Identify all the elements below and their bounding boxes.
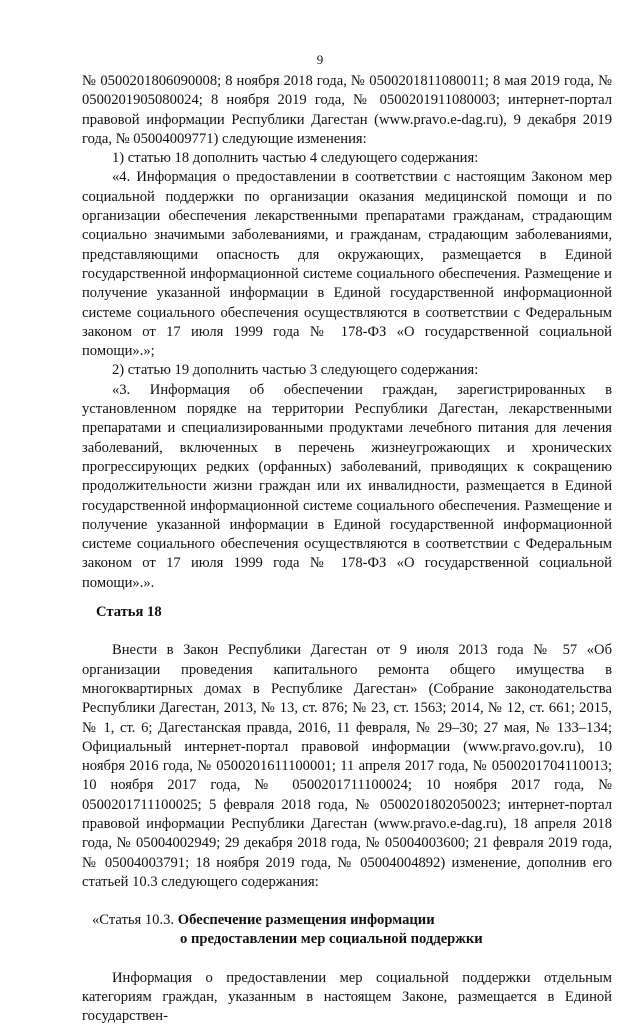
new-article-title-line1: Обеспечение размещения информации — [177, 912, 435, 929]
paragraph-part-4: «4. Информация о предоставлении в соответствии с настоящим Законом мер социальной поддержки по организации оказания медицинской помощи и по организации обеспечения лекарственными препаратами гражданам, страдающим социально значимыми заболеваниями, и гражданам, страдающим заболеваниями, представляющими опасность для окружающих, размещается в Единой государственной информационной системе социального обеспечения. Размещение и получение указанной информации в Единой государственной информационной системе социального обеспечения осуществляются в соответствии с Федеральным законом от 17 июля 1999 года № 178-ФЗ «О государственной социальной помощи».»; — [82, 169, 612, 360]
paragraph-item-1: 1) статью 18 дополнить частью 4 следующего содержания: — [112, 150, 479, 167]
page-number: 9 — [316, 52, 324, 67]
final-paragraph: Информация о предоставлении мер социальной поддержки отдельным категориям граждан, указанным в настоящем Законе, размещается в Единой государствен- — [82, 969, 612, 1025]
document-body — [82, 72, 612, 1027]
paragraph-part-3: «3. Информация об обеспечении граждан, зарегистрированных в установленном порядке на территории Республики Дагестан, лекарственными препаратами и специализированными продуктами лечебного питания для лечения заболеваний, включенных в перечень жизнеугрожающих и хронических прогрессирующих редких (орфанных) заболеваний, приводящих к сокращению продолжительности жизни граждан или их инвалидности, размещается в Единой государственной информационной системе социального обеспечения. Размещение и получение указанной информации в Единой государственной информационной системе социального обеспечения осуществляются в соответствии с Федеральным законом от 17 июля 1999 года № 178-ФЗ «О государственной социальной помощи».». — [82, 381, 612, 591]
paragraph-continuation: № 0500201806090008; 8 ноября 2018 года, № 0500201811080011; 8 мая 2019 года, № 0500201905080024; 8 ноября 2019 года, № 0500201911080003; интернет-портал правовой информации Республики Дагестан (www.pravo.e-dag.ru), 9 декабря 2019 года, № 05004009771) следующие изменения: — [82, 73, 612, 147]
article-heading: Статья 18 — [96, 604, 162, 621]
new-article-prefix: «Статья 10.3. — [92, 912, 178, 929]
new-article-title-line2: о предоставлении мер социальной поддержки — [180, 931, 483, 948]
paragraph-item-2: 2) статью 19 дополнить частью 3 следующего содержания: — [112, 362, 479, 379]
new-article-title — [82, 911, 612, 950]
article-paragraph: Внести в Закон Республики Дагестан от 9 июля 2013 года № 57 «Об организации проведения капитального ремонта общего имущества в многоквартирных домах в Республике Дагестан» (Собрание законодательства Республики Дагестан, 2013, № 13, ст. 876; № 23, ст. 1563; 2014, № 12, ст. 661; 2015, № 1, ст. 6; Дагестанская правда, 2016, 11 февраля, № 29–30; 27 мая, № 133–134; Официальный интернет-портал правовой информации (www.pravo.gov.ru), 10 ноября 2016 года, № 0500201611100001; 11 апреля 2017 года, № 0500201704110013; 10 ноября 2017 года, № 0500201711100024; 10 ноября 2017 года, № 0500201711100025; 5 февраля 2018 года, № 0500201802050023; интернет-портал правовой информации Республики Дагестан (www.pravo.e-dag.ru), 18 апреля 2018 года, № 05004002949; 29 декабря 2018 года, № 05004003600; 21 февраля 2019 года, № 05004003791; 18 ноября 2019 года, № 05004004892) изменение, дополнив его статьей 10.3 следующего содержания: — [82, 642, 612, 890]
